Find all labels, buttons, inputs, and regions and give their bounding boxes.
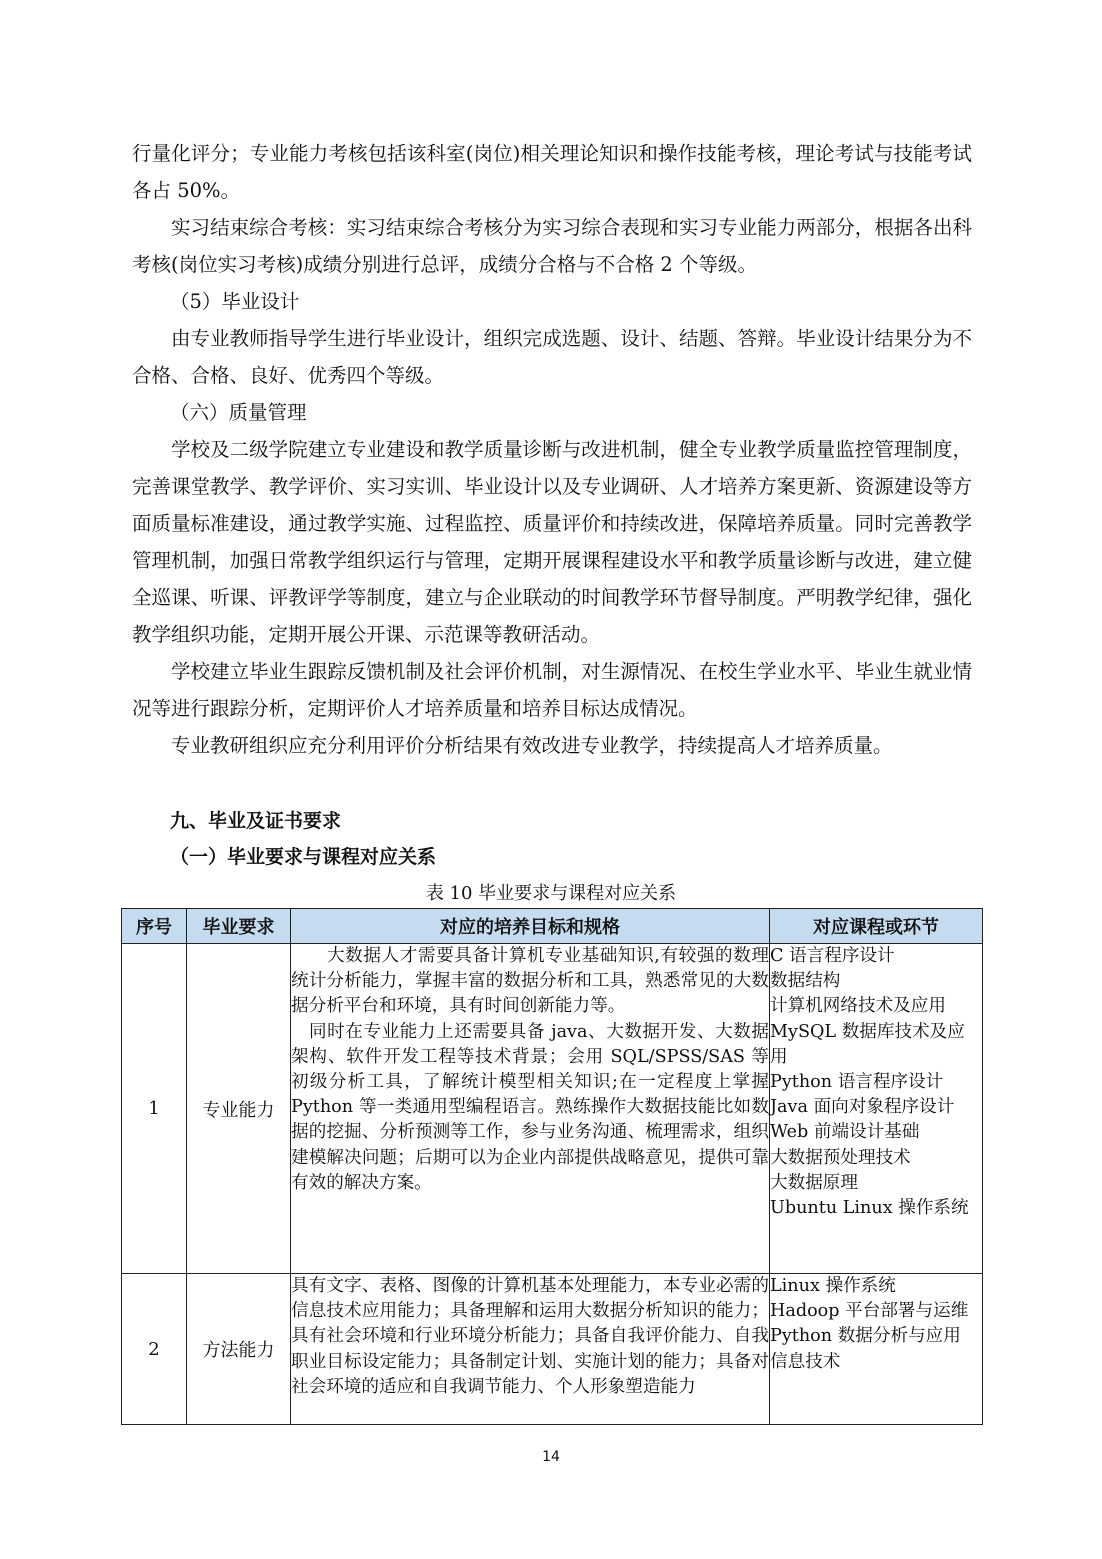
course-item: 信息技术 bbox=[770, 1351, 841, 1372]
header-goal: 对应的培养目标和规格 bbox=[291, 909, 770, 944]
row-number: 2 bbox=[122, 1274, 187, 1425]
paragraph-internship-assessment: 实习结束综合考核：实习结束综合考核分为实习综合表现和实习专业能力两部分，根据各出科考核(岗位实习考核)成绩分别进行总评，成绩分合格与不合格 2 个等级。 bbox=[132, 216, 972, 276]
header-number: 序号 bbox=[122, 909, 187, 944]
course-item: Python 语言程序设计 bbox=[770, 1072, 944, 1093]
paragraph-quality-management: 学校及二级学院建立专业建设和教学质量诊断与改进机制，健全专业教学质量监控管理制度，完善课堂教学、教学评价、实习实训、毕业设计以及专业调研、人才培养方案更新、资源建设等方面质量标准建设，通过教学实施、过程监控、质量评价和持续改进，保障培养质量。同时完善教学管理机制，加强日常教学组织运行与管理，定期开展课程建设水平和教学质量诊断与改进，建立健全巡课、听课、评教评学等制度，建立与企业联动的时间教学环节督导制度。严明教学纪律，强化教学组织功能，定期开展公开课、示范课等教研活动。 bbox=[132, 438, 972, 646]
row-requirement: 方法能力 bbox=[187, 1274, 291, 1425]
course-item: Web 前端设计基础 bbox=[770, 1122, 920, 1143]
section-subheading: （一）毕业要求与课程对应关系 bbox=[170, 846, 437, 868]
row-requirement: 专业能力 bbox=[187, 944, 291, 1274]
course-item: Python 数据分析与应用 bbox=[770, 1326, 961, 1347]
goal-text: 具有文字、表格、图像的计算机基本处理能力，本专业必需的信息技术应用能力；具备理解和运用大数据分析知识的能力；具有社会环境和行业环境分析能力；具备自我评价能力、自我职业目标设定能力；具备制定计划、实施计划的能力；具备对社会环境的适应和自我调节能力、个人形象塑造能力 bbox=[291, 1276, 769, 1397]
course-item: Hadoop 平台部署与运维 bbox=[770, 1301, 969, 1322]
row-courses bbox=[770, 944, 983, 1274]
paragraph-graduation-design: 由专业教师指导学生进行毕业设计，组织完成选题、设计、结题、答辩。毕业设计结果分为不合格、合格、良好、优秀四个等级。 bbox=[132, 327, 972, 387]
row-courses bbox=[770, 1274, 983, 1425]
course-item: Java 面向对象程序设计 bbox=[770, 1097, 955, 1118]
page-number: 14 bbox=[542, 1449, 560, 1465]
course-item: Ubuntu Linux 操作系统 bbox=[770, 1198, 969, 1219]
row-goal bbox=[291, 944, 770, 1274]
paragraph-graduate-tracking: 学校建立毕业生跟踪反馈机制及社会评价机制，对生源情况、在校生学业水平、毕业生就业情况等进行跟踪分析，定期评价人才培养质量和培养目标达成情况。 bbox=[132, 660, 972, 720]
row-goal bbox=[291, 1274, 770, 1425]
course-item: C 语言程序设计 bbox=[770, 946, 895, 966]
subheading-graduation-design: （5）毕业设计 bbox=[170, 290, 300, 313]
table-caption: 表 10 毕业要求与课程对应关系 bbox=[425, 883, 677, 904]
header-courses: 对应课程或环节 bbox=[770, 909, 983, 944]
subheading-quality-management: （六）质量管理 bbox=[170, 401, 307, 424]
table-row bbox=[122, 944, 983, 1274]
course-item: 大数据原理 bbox=[770, 1172, 858, 1193]
section-heading: 九、毕业及证书要求 bbox=[170, 810, 342, 832]
row-number: 1 bbox=[122, 944, 187, 1274]
course-item: 大数据预处理技术 bbox=[770, 1147, 911, 1168]
paragraph-assessment-score: 行量化评分；专业能力考核包括该科室(岗位)相关理论知识和操作技能考核，理论考试与技能考试各占 50%。 bbox=[132, 142, 972, 202]
goal-text: 大数据人才需要具备计算机专业基础知识,有较强的数理统计分析能力，掌握丰富的数据分析和工具，熟悉常见的大数据分析平台和环境，具有时间创新能力等。 bbox=[291, 946, 769, 1017]
course-item: Linux 操作系统 bbox=[770, 1276, 896, 1296]
table-row bbox=[122, 1274, 983, 1425]
table-header-row bbox=[122, 909, 983, 944]
course-item: 数据结构 bbox=[770, 971, 841, 992]
requirements-course-table bbox=[121, 908, 983, 1425]
header-requirement: 毕业要求 bbox=[187, 909, 291, 944]
paragraph-teaching-improvement: 专业教研组织应充分利用评价分析结果有效改进专业教学，持续提高人才培养质量。 bbox=[171, 734, 893, 757]
goal-text: 同时在专业能力上还需要具备 java、大数据开发、大数据架构、软件开发工程等技术背景；会用 SQL/SPSS/SAS 等初级分析工具，了解统计模型相关知识;在一定程度上掌握 Python 等一类通用型编程语言。熟练操作大数据技能比如数据的挖掘、分析预测等工作，参与业务沟通、梳理需求，组织建模解决问题；后期可以为企业内部提供战略意见，提供可靠有效的解决方案。 bbox=[291, 1021, 769, 1193]
course-item: 计算机网络技术及应用 bbox=[770, 996, 946, 1017]
course-item: MySQL 数据库技术及应用 bbox=[770, 1021, 965, 1067]
